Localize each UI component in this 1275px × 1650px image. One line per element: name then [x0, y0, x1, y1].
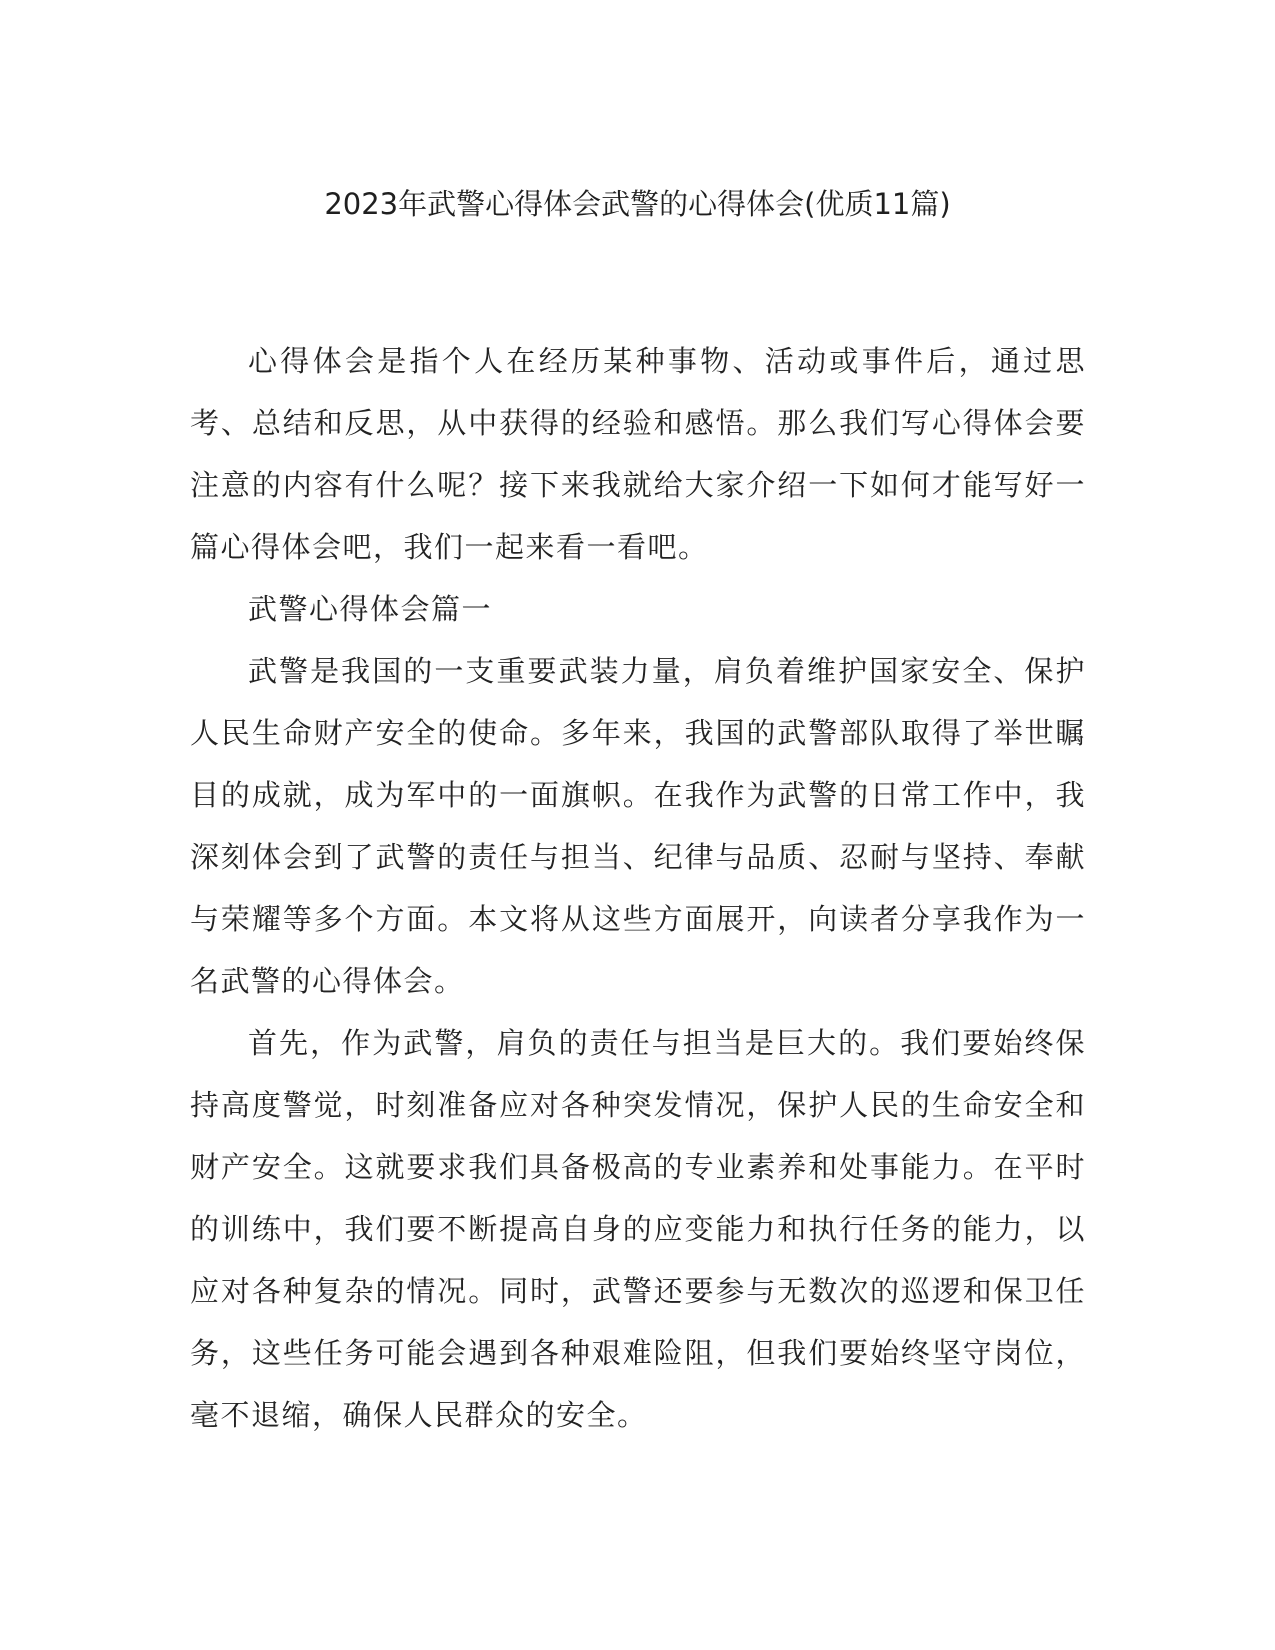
section-heading: 武警心得体会篇一 [248, 592, 493, 626]
body-paragraph-1: 武警是我国的一支重要武装力量，肩负着维护国家安全、保护人民生命财产安全的使命。多年来，我国的武警部队取得了举世瞩目的成就，成为军中的一面旗帜。在我作为武警的日常工作中，我深刻体会到了武警的责任与担当、纪律与品质、忍耐与坚持、奉献与荣耀等多个方面。本文将从这些方面展开，向读者分享我作为一名武警的心得体会。 [190, 654, 1086, 998]
intro-paragraph: 心得体会是指个人在经历某种事物、活动或事件后，通过思考、总结和反思，从中获得的经验和感悟。那么我们写心得体会要注意的内容有什么呢？接下来我就给大家介绍一下如何才能写好一篇心得体会吧，我们一起来看一看吧。 [190, 344, 1086, 564]
document-title: 2023年武警心得体会武警的心得体会(优质11篇) [324, 187, 951, 221]
document-body [190, 330, 1086, 1446]
body-paragraph-2: 首先，作为武警，肩负的责任与担当是巨大的。我们要始终保持高度警觉，时刻准备应对各种突发情况，保护人民的生命安全和财产安全。这就要求我们具备极高的专业素养和处事能力。在平时的训练中，我们要不断提高自身的应变能力和执行任务的能力，以应对各种复杂的情况。同时，武警还要参与无数次的巡逻和保卫任务，这些任务可能会遇到各种艰难险阻，但我们要始终坚守岗位，毫不退缩，确保人民群众的安全。 [190, 1026, 1086, 1432]
